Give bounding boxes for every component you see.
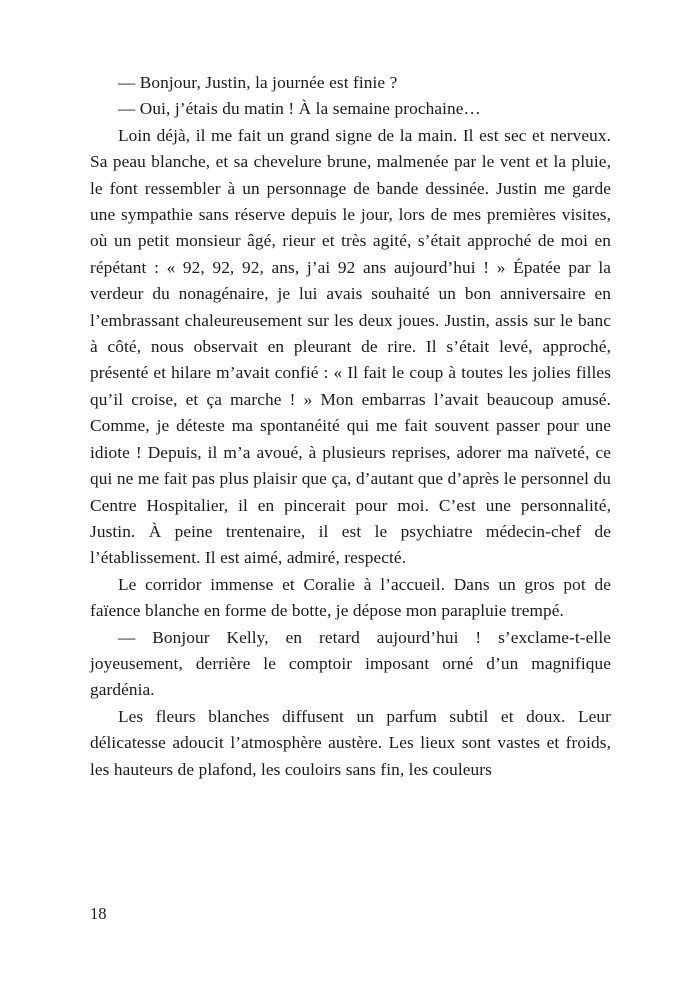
paragraph-dialogue-2: — Oui, j’étais du matin ! À la semaine prochaine… — [118, 99, 481, 119]
paragraph-dialogue-1: — Bonjour, Justin, la journée est finie ? — [118, 73, 398, 92]
book-page — [90, 70, 611, 783]
paragraph-body-3: Les fleurs blanches diffusent un parfum subtil et doux. Leur délicatesse adoucit l’atmosphère austère. Les lieux sont vastes et froids, les hauteurs de plafond, les couloirs sans fin, les couleurs — [90, 706, 611, 779]
paragraph-body-2: Le corridor immense et Coralie à l’accueil. Dans un gros pot de faïence blanche en forme de botte, je dépose mon parapluie trempé. — [90, 574, 611, 621]
paragraph-dialogue-3: — Bonjour Kelly, en retard aujourd’hui ! s’exclame-t-elle joyeusement, derrière le comptoir imposant orné d’un magnifique gardénia. — [90, 627, 611, 700]
page-number: 18 — [90, 904, 107, 923]
paragraph-body-1: Loin déjà, il me fait un grand signe de la main. Il est sec et nerveux. Sa peau blanche, et sa chevelure brune, malmenée par le vent et la pluie, le font ressembler à un personnage de bande dessinée. Justin me garde une sympathie sans réserve depuis le jour, lors de mes premières visites, où un petit monsieur âgé, rieur et très agité, s’était approché de moi en répétant : « 92, 92, 92, ans, j’ai 92 ans aujourd’hui ! » Épatée par la verdeur du nonagénaire, je lui avais souhaité un bon anniversaire en l’embrassant chaleureusement sur les deux joues. Justin, assis sur le banc à côté, nous observait en pleurant de rire. Il s’était levé, approché, présenté et hilare m’avait confié : « Il fait le coup à toutes les jolies filles qu’il croise, et ça marche ! » Mon embarras l’avait beaucoup amusé. Comme, je déteste ma spontanéité qui me fait souvent passer pour une idiote ! Depuis, il m’a avoué, à plusieurs reprises, adorer ma naïveté, ce qui ne me fait pas plus plaisir que ça, d’autant que d’après le personnel du Centre Hospitalier, il en pincerait pour moi. C’est une personnalité, Justin. À peine trentenaire, il est le psychiatre médecin-chef de l’établissement. Il est aimé, admiré, respecté. — [90, 125, 611, 568]
